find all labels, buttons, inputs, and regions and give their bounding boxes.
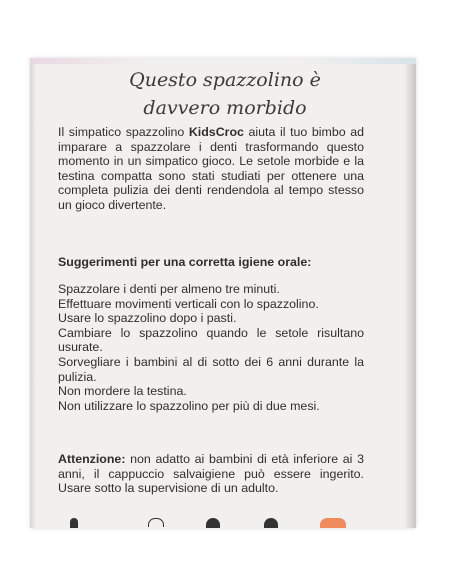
heading-line-2: davvero morbido — [143, 97, 307, 119]
tip-item: Cambiare lo spazzolino quando le setole risultano usurate. — [58, 325, 364, 355]
heading-line-1: Questo spazzolino è — [129, 69, 321, 91]
tip-item: Sorvegliare i bambini al di sotto dei 6 anni durante la pulizia. — [58, 354, 364, 384]
tip-item: Spazzolare i denti per almeno tre minuti. — [58, 282, 280, 296]
partial-symbol-icon — [70, 518, 78, 528]
intro-paragraph — [58, 125, 364, 213]
tip-item: Usare lo spazzolino dopo i pasti. — [58, 311, 237, 326]
intro-prefix: Il simpatico spazzolino — [58, 125, 189, 139]
tip-item: Effettuare movimenti verticali con lo spazzolino. — [58, 296, 319, 311]
tip-item: Non mordere la testina. — [58, 384, 187, 399]
tips-list — [58, 282, 364, 413]
partial-orange-logo-icon — [320, 518, 346, 528]
tips-title: Suggerimenti per una corretta igiene orale: — [58, 255, 312, 269]
warning-label: Attenzione: — [58, 452, 126, 466]
package-right-edge — [404, 58, 416, 528]
intro-body: aiuta il tuo bimbo ad imparare a spazzolare i denti trasformando questo momento in un simpatico gioco. Le setole morbide e la testina compatta sono stati studiati per ottenere una completa pulizia dei denti rendendola al tempo stesso un gioco divertente. — [58, 125, 365, 212]
partial-symbol-icon — [264, 518, 278, 528]
partial-symbol-icon — [206, 518, 220, 528]
bottom-icon-row — [30, 518, 416, 528]
partial-circle-icon — [148, 518, 164, 527]
package-left-edge — [30, 58, 36, 528]
top-artwork-strip — [30, 58, 416, 64]
warning-paragraph — [58, 452, 364, 496]
tip-item: Non utilizzare lo spazzolino per più di due mesi. — [58, 398, 320, 413]
brand-name: KidsCroc — [188, 125, 244, 139]
warning-body: non adatto ai bambini di età inferiore ai 3 anni, il cappuccio salvaigiene può essere ingerito. Usare sotto la supervisione di un adulto. — [58, 452, 364, 496]
